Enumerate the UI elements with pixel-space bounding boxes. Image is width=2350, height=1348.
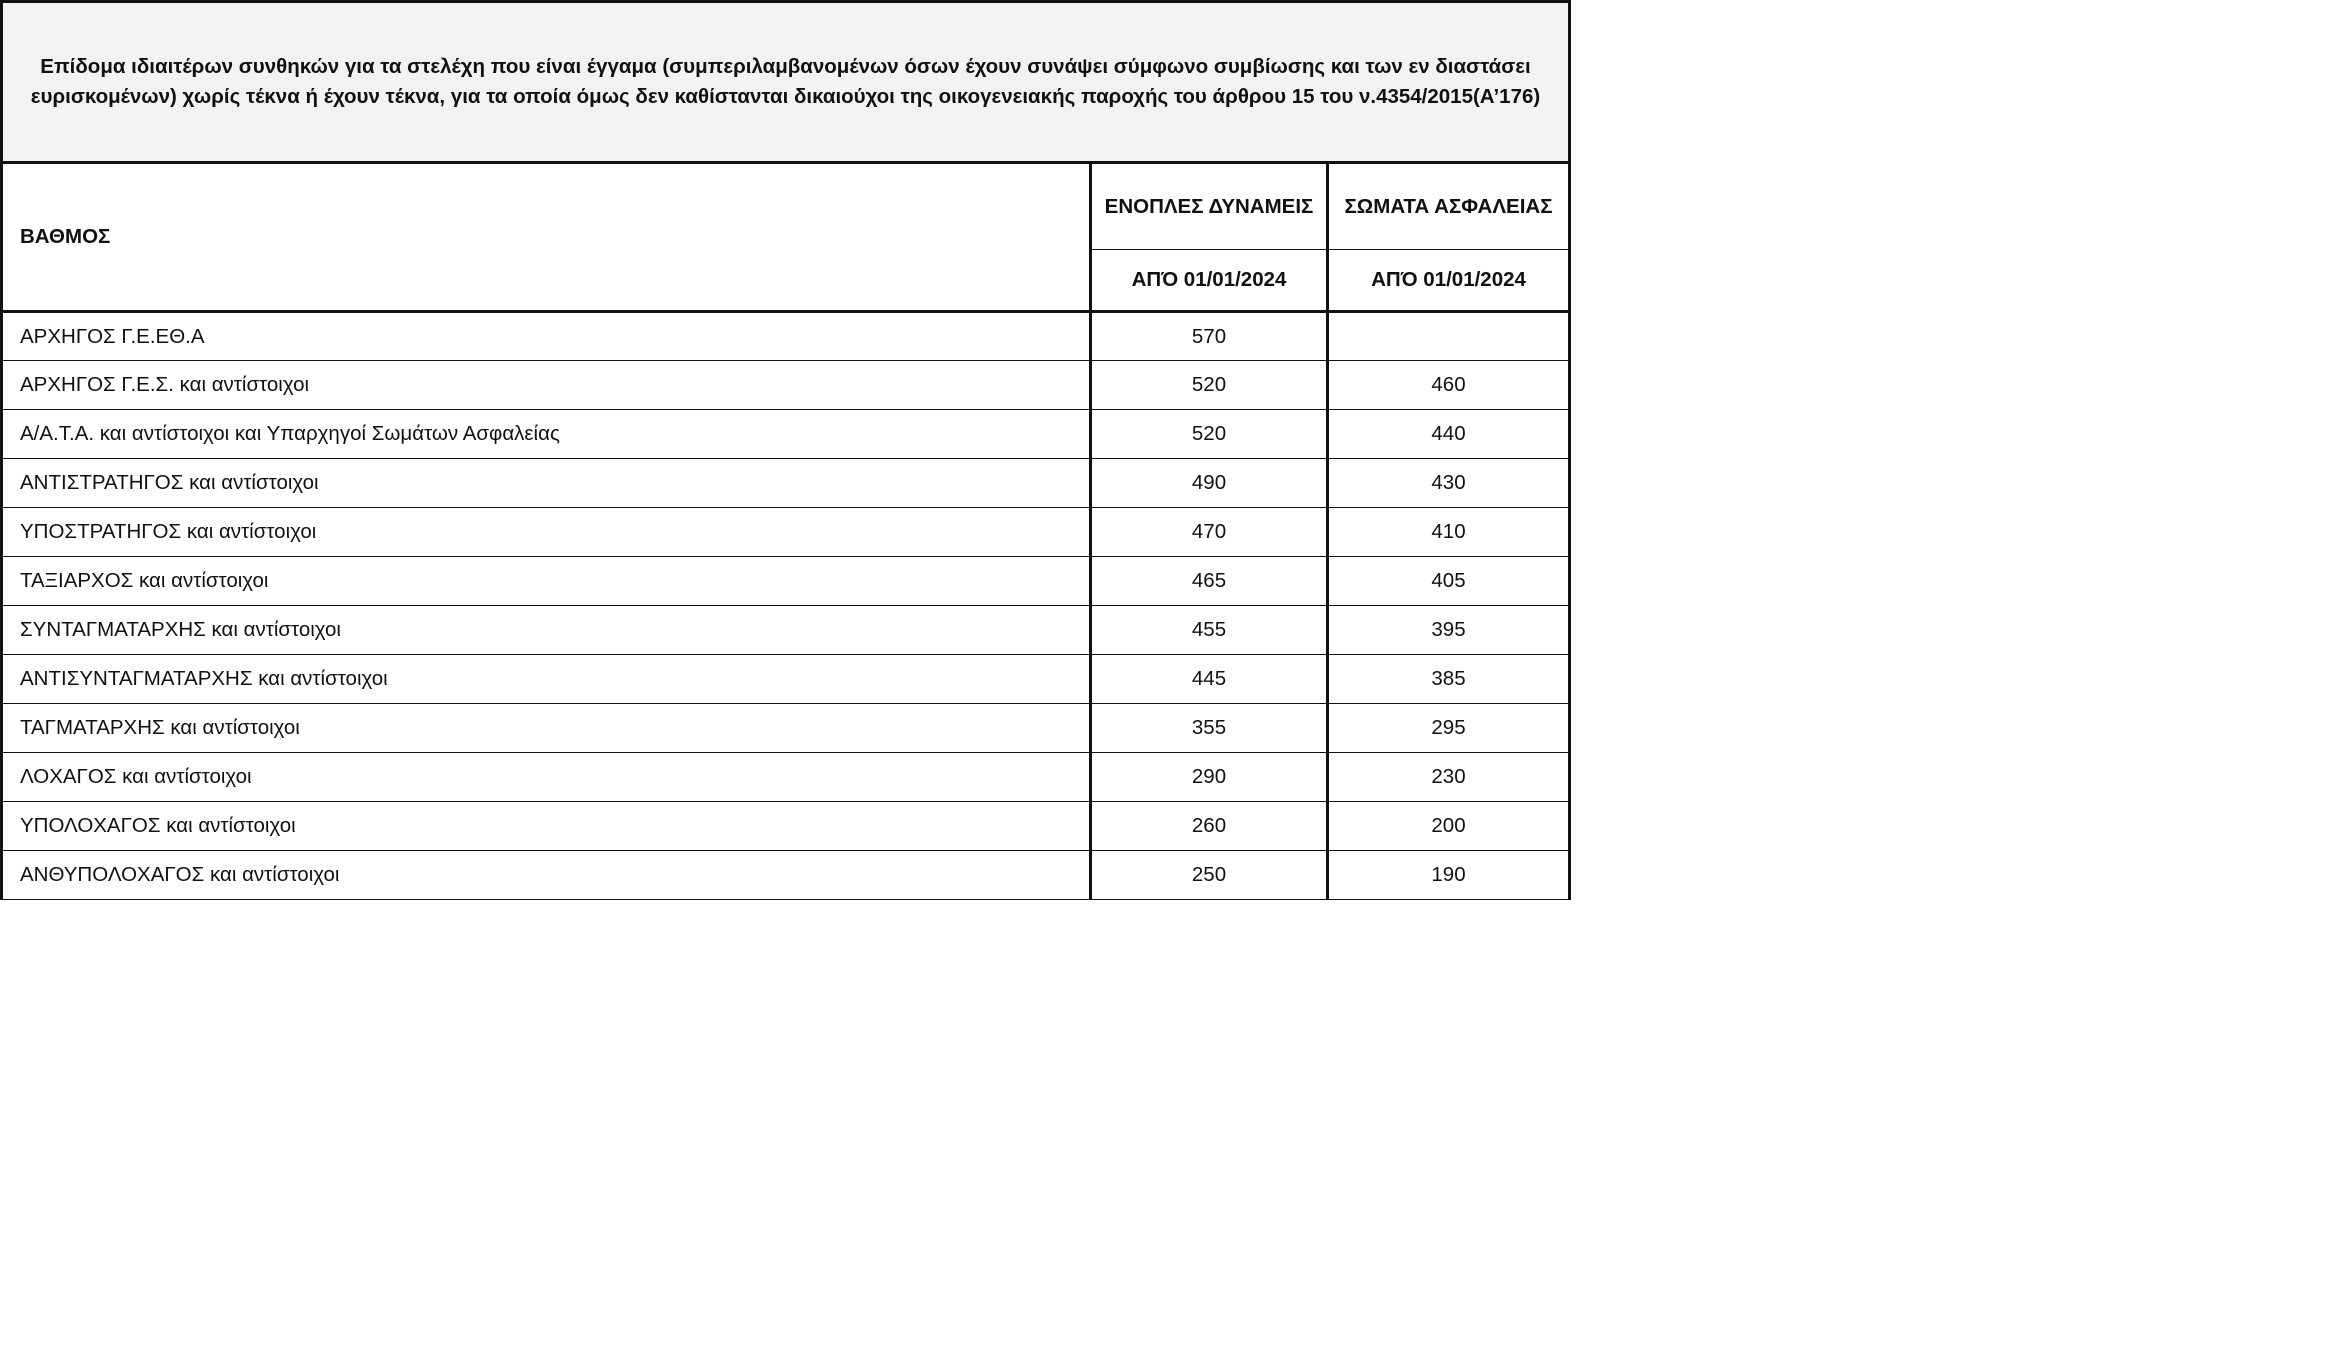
- security-forces-amount: 405: [1328, 557, 1570, 606]
- rank-cell: ΤΑΓΜΑΤΑΡΧΗΣ και αντίστοιχοι: [2, 704, 1091, 753]
- table-row: [2, 557, 1570, 606]
- rank-cell: ΑΡΧΗΓΟΣ Γ.Ε.Σ. και αντίστοιχοι: [2, 361, 1091, 410]
- security-forces-amount: 430: [1328, 459, 1570, 508]
- armed-forces-amount: 520: [1091, 361, 1328, 410]
- rank-column-header: ΒΑΘΜΟΣ: [2, 163, 1091, 312]
- table-row: [2, 802, 1570, 851]
- security-forces-column-header: ΣΩΜΑΤΑ ΑΣΦΑΛΕΙΑΣ: [1328, 163, 1570, 250]
- armed-forces-date-header: ΑΠΌ 01/01/2024: [1091, 250, 1328, 312]
- rank-cell: ΑΝΤΙΣΥΝΤΑΓΜΑΤΑΡΧΗΣ και αντίστοιχοι: [2, 655, 1091, 704]
- security-forces-amount: 230: [1328, 753, 1570, 802]
- table-row: [2, 655, 1570, 704]
- table-row: [2, 606, 1570, 655]
- rank-cell: ΤΑΞΙΑΡΧΟΣ και αντίστοιχοι: [2, 557, 1091, 606]
- armed-forces-amount: 465: [1091, 557, 1328, 606]
- table-row: [2, 753, 1570, 802]
- armed-forces-amount: 260: [1091, 802, 1328, 851]
- security-forces-amount: 395: [1328, 606, 1570, 655]
- rank-cell: ΥΠΟΛΟΧΑΓΟΣ και αντίστοιχοι: [2, 802, 1091, 851]
- security-forces-amount: 440: [1328, 410, 1570, 459]
- security-forces-amount: 200: [1328, 802, 1570, 851]
- security-forces-amount: 385: [1328, 655, 1570, 704]
- security-forces-amount: 460: [1328, 361, 1570, 410]
- rank-cell: ΑΡΧΗΓΟΣ Γ.Ε.ΕΘ.Α: [2, 312, 1091, 361]
- armed-forces-amount: 570: [1091, 312, 1328, 361]
- armed-forces-amount: 470: [1091, 508, 1328, 557]
- table-row: [2, 704, 1570, 753]
- security-forces-amount: 295: [1328, 704, 1570, 753]
- armed-forces-amount: 445: [1091, 655, 1328, 704]
- armed-forces-amount: 520: [1091, 410, 1328, 459]
- rank-cell: ΥΠΟΣΤΡΑΤΗΓΟΣ και αντίστοιχοι: [2, 508, 1091, 557]
- table-row: [2, 410, 1570, 459]
- security-forces-date-header: ΑΠΌ 01/01/2024: [1328, 250, 1570, 312]
- security-forces-amount: 410: [1328, 508, 1570, 557]
- rank-cell: ΣΥΝΤΑΓΜΑΤΑΡΧΗΣ και αντίστοιχοι: [2, 606, 1091, 655]
- table-row: [2, 459, 1570, 508]
- table-row: [2, 312, 1570, 361]
- armed-forces-column-header: ΕΝΟΠΛΕΣ ΔΥΝΑΜΕΙΣ: [1091, 163, 1328, 250]
- armed-forces-amount: 290: [1091, 753, 1328, 802]
- security-forces-amount: 190: [1328, 851, 1570, 900]
- armed-forces-amount: 355: [1091, 704, 1328, 753]
- table-row: [2, 361, 1570, 410]
- table-title: Επίδομα ιδιαιτέρων συνθηκών για τα στελέχη που είναι έγγαμα (συμπεριλαμβανομένων όσων έχουν συνάψει σύμφωνο συμβίωσης και των εν διαστάσει ευρισκομένων) χωρίς τέκνα ή έχουν τέκνα, για τα οποία όμως δεν καθίστανται δικαιούχοι της οικογενειακής παροχής του άρθρου 15 του ν.4354/2015(Α’176): [2, 2, 1570, 163]
- rank-cell: ΛΟΧΑΓΟΣ και αντίστοιχοι: [2, 753, 1091, 802]
- table-row: [2, 851, 1570, 900]
- allowance-table: [0, 0, 1571, 900]
- security-forces-amount: [1328, 312, 1570, 361]
- armed-forces-amount: 455: [1091, 606, 1328, 655]
- table-row: [2, 508, 1570, 557]
- rank-cell: ΑΝΘΥΠΟΛΟΧΑΓΟΣ και αντίστοιχοι: [2, 851, 1091, 900]
- armed-forces-amount: 490: [1091, 459, 1328, 508]
- armed-forces-amount: 250: [1091, 851, 1328, 900]
- rank-cell: ΑΝΤΙΣΤΡΑΤΗΓΟΣ και αντίστοιχοι: [2, 459, 1091, 508]
- allowance-table-document: [0, 0, 1568, 900]
- rank-cell: Α/Α.Τ.Α. και αντίστοιχοι και Υπαρχηγοί Σωμάτων Ασφαλείας: [2, 410, 1091, 459]
